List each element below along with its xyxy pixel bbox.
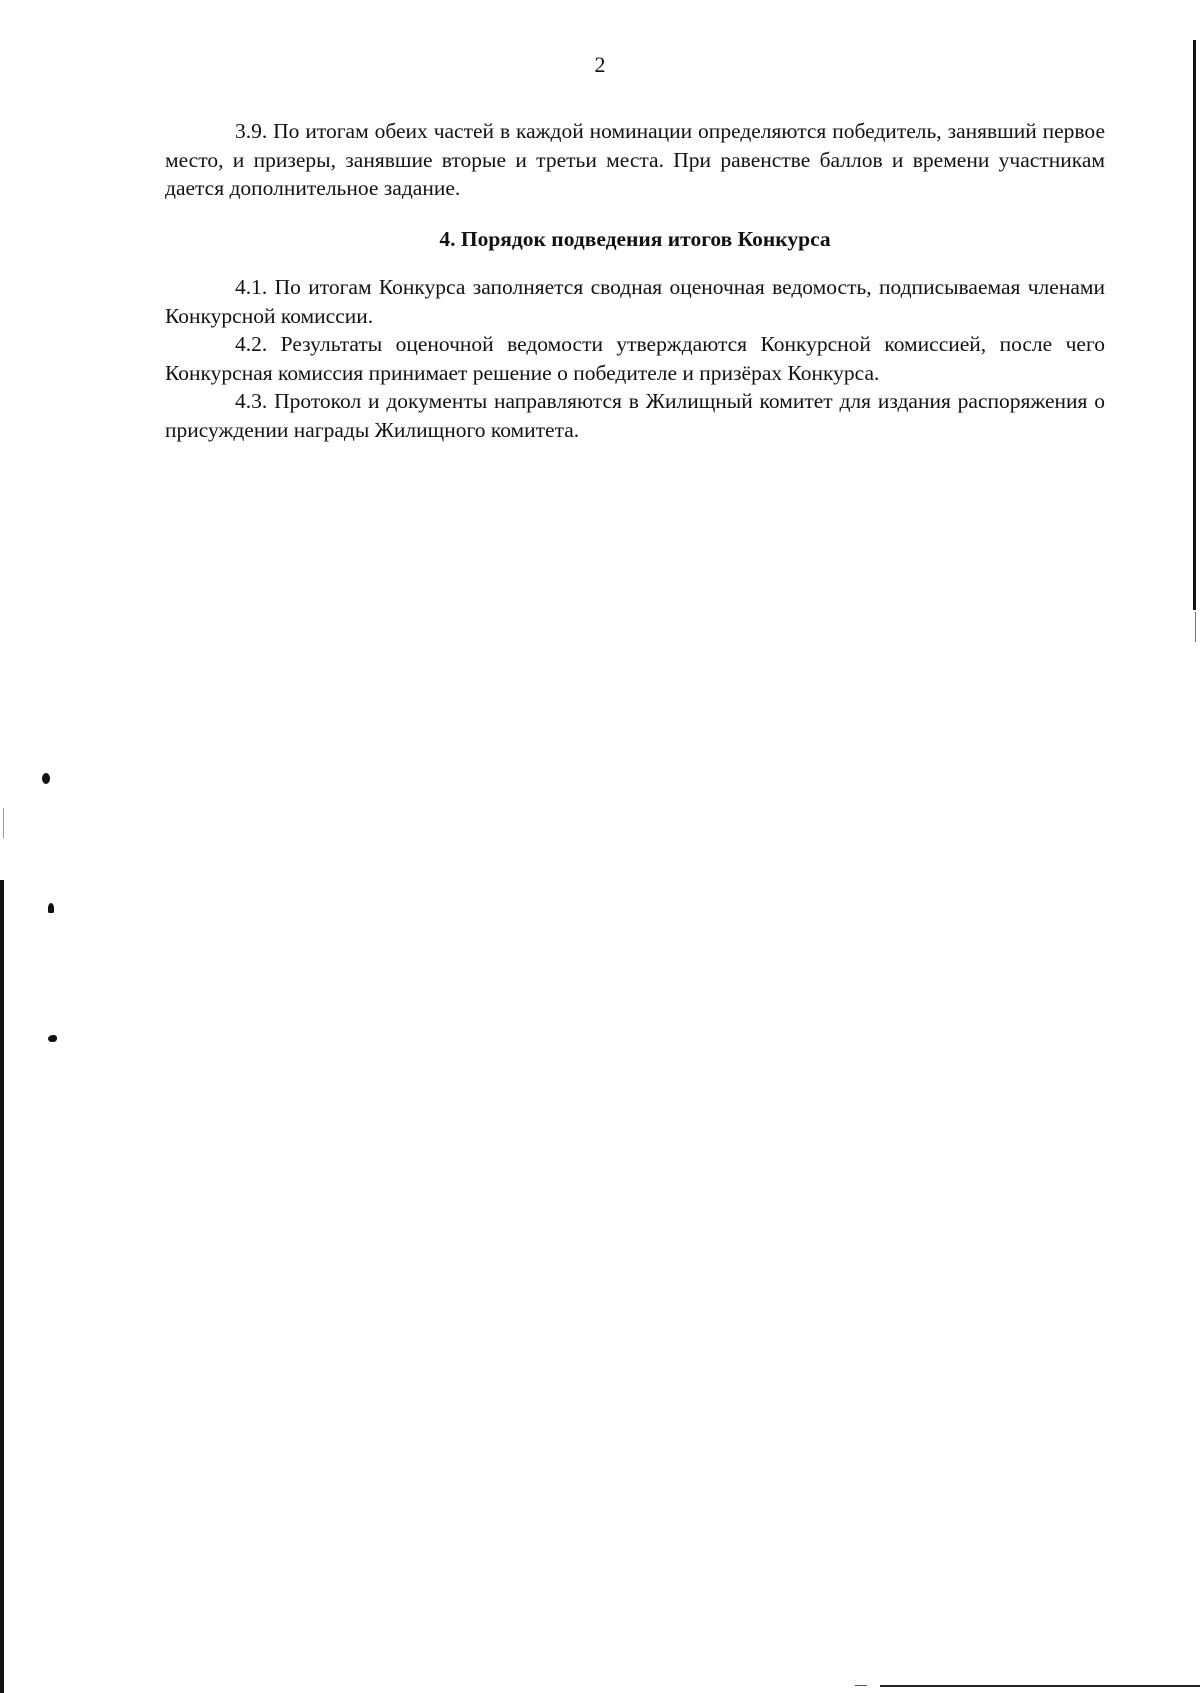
scan-edge-mark-right	[1195, 612, 1196, 642]
scan-edge-line-left	[0, 880, 4, 1693]
paragraph-4-2: 4.2. Результаты оценочной ведомости утверждаются Конкурсной комиссией, после чего Конкурсная комиссия принимает решение о победителе и призёрах Конкурса.	[165, 332, 1105, 385]
scan-edge-line-right	[1193, 40, 1196, 610]
binder-hole-mark	[42, 773, 50, 784]
binder-hole-mark	[48, 1035, 57, 1042]
paragraph-4-3: 4.3. Протокол и документы направляются в Жилищный комитет для издания распоряжения о присуждении награды Жилищного комитета.	[165, 389, 1105, 442]
paragraph-4-1: 4.1. По итогам Конкурса заполняется сводная оценочная ведомость, подписываемая членами Конкурсной комиссии.	[165, 275, 1105, 328]
binder-hole-mark	[48, 903, 54, 913]
paragraph-3-9: 3.9. По итогам обеих частей в каждой номинации определяются победитель, занявший первое место, и призеры, занявшие вторые и третьи места. При равенстве баллов и времени участникам дается дополнительное задание.	[165, 119, 1105, 200]
document-body	[165, 117, 1105, 444]
section-heading: 4. Порядок подведения итогов Конкурса	[439, 226, 831, 251]
scan-edge-mark-bottom	[855, 1685, 867, 1686]
scan-edge-mark-left	[3, 808, 4, 838]
scan-edge-line-bottom	[880, 1685, 1200, 1687]
page-number: 2	[594, 52, 606, 77]
